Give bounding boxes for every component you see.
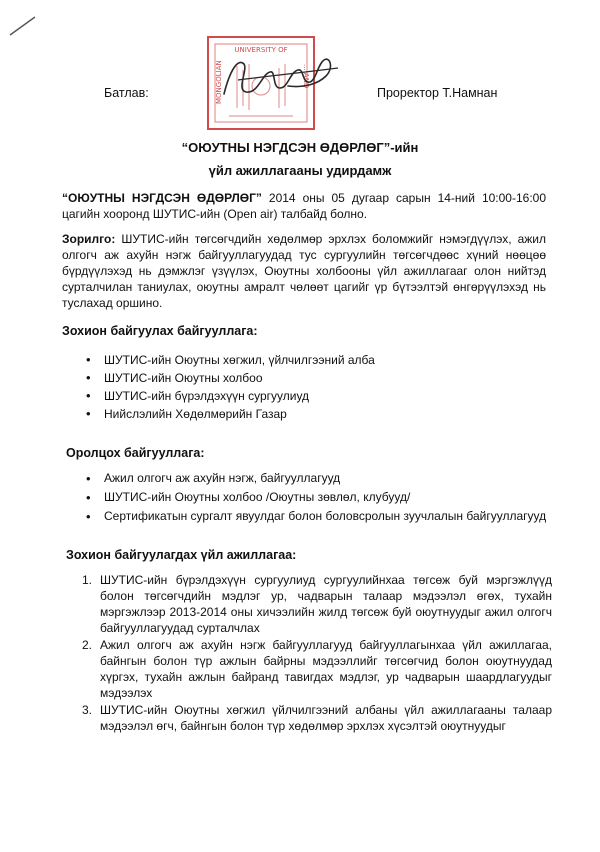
item-number: 1. (82, 573, 93, 587)
participants-list (84, 470, 550, 527)
goal-paragraph (62, 231, 546, 311)
item-text: ШУТИС-ийн Оюутны хөгжил үйлчилгээний албаны үйл ажиллагааны талаар мэдээлэл өгч, байнгын болон түр хөдөлмөр эрхлэх хүсэлтэй оюутнуудыг (100, 703, 552, 733)
approve-label: Батлав: (104, 86, 149, 100)
list-item: • ШУТИС-ийн Оюутны холбоо (84, 369, 524, 387)
activities-heading: Зохион байгуулагдах үйл ажиллагаа: (66, 548, 297, 562)
organizers-list (84, 351, 524, 423)
list-item (82, 572, 552, 636)
list-item: • ШУТИС-ийн Оюутны хөгжил, үйлчилгээний алба (84, 351, 524, 369)
list-item: • Сертификатын сургалт явуулдаг болон боловсролын зуучлалын байгууллагууд (84, 508, 550, 525)
svg-text:... AND: ... AND (302, 64, 310, 89)
intro-paragraph (62, 190, 546, 222)
signature-scribble (218, 50, 342, 104)
list-item (82, 637, 552, 701)
document-title: “ОЮУТНЫ НЭГДСЭН ӨДӨРЛӨГ”-ийн (181, 140, 419, 155)
item-text: Ажил олгогч аж ахуйн нэгж байгууллагууд байгууллагынхаа үйл ажиллагаа, байнгын болон түр ажлын байрны мэдээллийг төгсөгчид болон оюутнуудад хүргэх, тухайн ажлын байранд тавигдах мэдлэг, ур чадварын шаардлагуудыг мэдээлэх (100, 638, 552, 700)
participants-heading: Оролцох байгууллага: (66, 446, 205, 460)
list-item: • ШУТИС-ийн Оюутны холбоо /Оюутны зөвлөл, клубууд/ (84, 489, 550, 506)
list-item: • Ажил олгогч аж ахуйн нэгж, байгууллагууд (84, 470, 550, 487)
svg-text:MONGOLIAN: MONGOLIAN (215, 60, 223, 104)
pen-stroke-mark (8, 14, 38, 38)
item-number: 2. (82, 638, 93, 652)
event-name: “ОЮУТНЫ НЭГДСЭН ӨДӨРЛӨГ” (62, 191, 262, 205)
list-item: • Нийслэлийн Хөдөлмөрийн Газар (84, 405, 524, 423)
list-item: • ШУТИС-ийн бүрэлдэхүүн сургуулиуд (84, 387, 524, 405)
svg-text:UNIVERSITY OF: UNIVERSITY OF (234, 46, 288, 54)
item-number: 3. (82, 703, 93, 717)
activities-list (82, 572, 552, 735)
intro-text: 2014 оны 05 дугаар сарын 14-ний 10:00-16:00 цагийн хооронд ШУТИС-ийн (Open air) талбайд болно. (62, 191, 546, 221)
document-subtitle: үйл ажиллагааны удирдамж (208, 163, 392, 178)
list-item (82, 702, 552, 734)
item-text: ШУТИС-ийн бүрэлдэхүүн сургуулиуд сургуулийнхаа төгсөж буй мэргэжлүүд болон төгсөгчдийн мэдлэг ур, чадварын талаар мэдээлэл өгөх, тухайн мэргэжлээр 2013-2014 оны хичээлийн жилд төгсөж буй оюутнуудыг ажил олгогч байгууллагуудад сурталчлах (100, 573, 552, 635)
goal-text: ШУТИС-ийн төгсөгчдийн хөдөлмөр эрхлэх боломжийг нэмэгдүүлэх, ажил олгогч аж ахуйн нэгж байгууллагуудад тус сургуулийн төгсөгчдөөс хүний нөөцөө бүрдүүлэхэд нь дэмжлэг үзүүлэх, Оюутны холбооны үйл ажиллагааг олон нийтэд сурталчилан таниулах, оюутны амралт чөлөөт цагийг үр бүтээлтэй өнгөрүүлэхэд нь туслахад оршино. (62, 232, 546, 310)
prorector-name: Проректор Т.Намнан (377, 86, 498, 100)
goal-label: Зорилго: (62, 232, 116, 246)
organizers-heading: Зохион байгуулах байгууллага: (62, 324, 258, 338)
